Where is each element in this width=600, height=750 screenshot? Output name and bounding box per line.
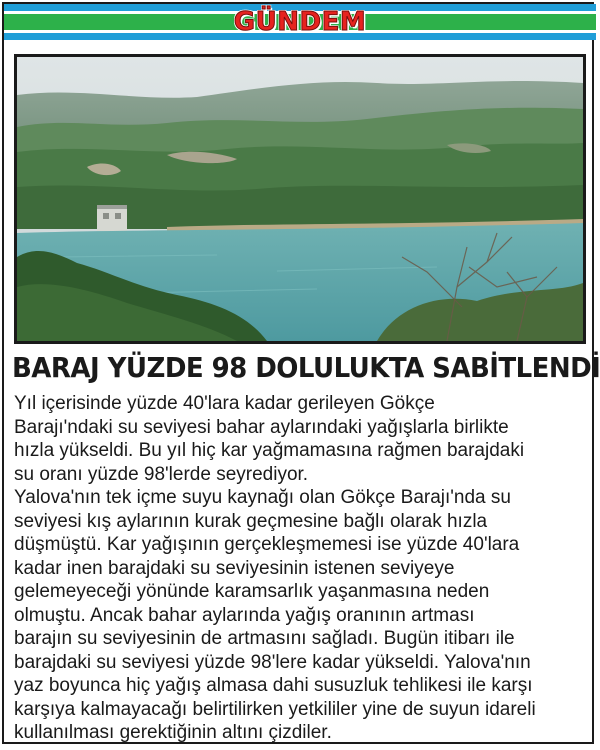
article-body bbox=[14, 392, 586, 745]
article-headline: BARAJ YÜZDE 98 DOLULUKTA SABİTLENDİ bbox=[12, 351, 600, 384]
section-title: GÜNDEM bbox=[233, 7, 367, 37]
article-photo bbox=[14, 54, 586, 344]
article-paragraph: Yalova'nın tek içme suyu kaynağı olan Gökçe Barajı'nda su seviyesi kış aylarının kurak geçmesine bağlı olarak hızla düşmüştü. Kar yağışının gerçekleşmemesi ise yüzde 40'lara kadar inen barajdaki su seviyesinin istenen seviyeye gelemeyeceği yönünde karamsarlık yaşanmasına neden olmuştu. Ancak bahar aylarında yağış oranının artması barajın su seviyesinin de artmasını sağladı. Bugün itibarı ile barajdaki su seviyesi yüzde 98'lere kadar yükseldi. Yalova'nın yaz boyunca hiç yağış almasa dahi susuzluk tehlikesi ile karşı karşıya kalmayacağı belirtilirken yetkililer yine de suyun idareli kullanılması gerektiğinin altını çizdiler. bbox=[14, 487, 536, 743]
article-paragraph: Yıl içerisinde yüzde 40'lara kadar gerileyen Gökçe Barajı'ndaki su seviyesi bahar aylarındaki yağışlarla birlikte hızla yükseldi. Bu yıl hiç kar yağmamasına rağmen barajdaki su oranı yüzde 98'lerde seyrediyor. bbox=[14, 393, 525, 485]
section-header bbox=[4, 4, 596, 40]
